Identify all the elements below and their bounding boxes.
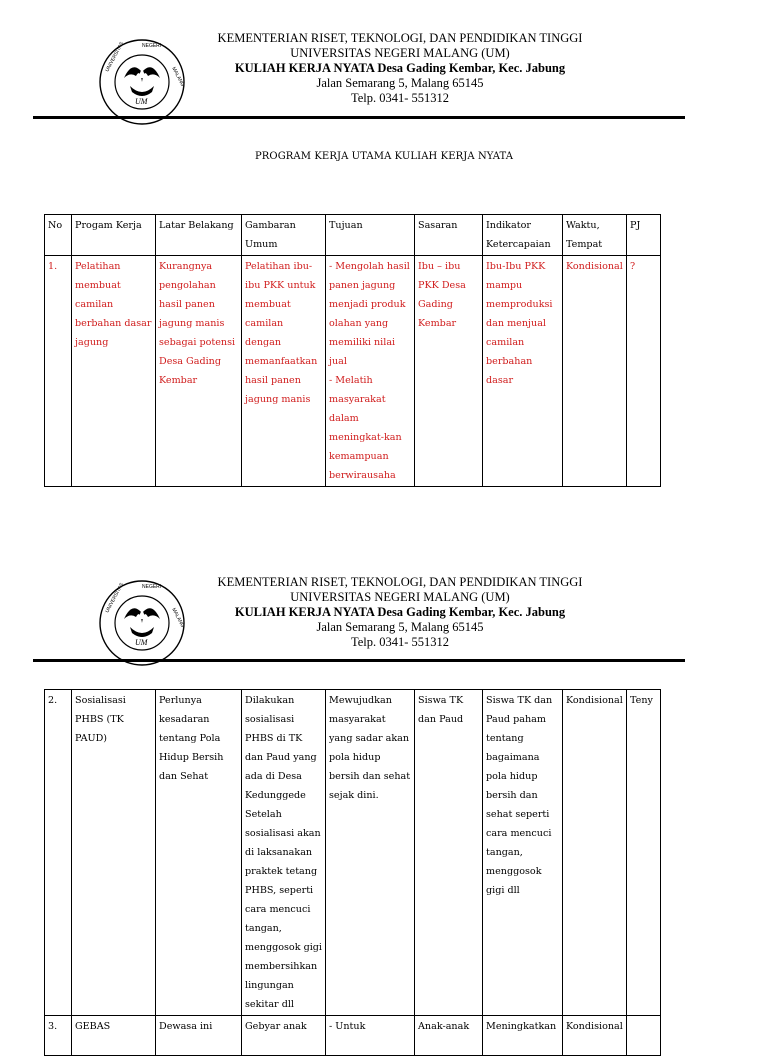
col-gambaran: Gambaran Umum	[242, 215, 326, 256]
cell-sasaran: Siswa TK dan Paud	[415, 690, 483, 1016]
cell-waktu: Kondisional	[563, 1016, 627, 1056]
letterhead-2	[0, 573, 768, 673]
address: Jalan Semarang 5, Malang 65145	[316, 76, 484, 90]
cell-pj: ?	[627, 256, 661, 487]
svg-text:UNIVERSITAS: UNIVERSITAS	[104, 41, 126, 73]
university-name: UNIVERSITAS NEGERI MALANG (UM)	[290, 590, 510, 604]
cell-tujuan: - Untuk	[326, 1016, 415, 1056]
cell-tujuan	[326, 256, 415, 487]
table-header-row	[45, 215, 661, 256]
col-waktu: Waktu, Tempat	[563, 215, 627, 256]
letterhead-1	[0, 28, 768, 128]
col-pj: PJ	[627, 215, 661, 256]
cell-program: GEBAS	[72, 1016, 156, 1056]
cell-no: 1.	[45, 256, 72, 487]
col-latar: Latar Belakang	[156, 215, 242, 256]
table-row	[45, 690, 661, 1016]
ministry-name: KEMENTERIAN RISET, TEKNOLOGI, DAN PENDIDIKAN TINGGI	[217, 31, 583, 45]
svg-text:MALANG: MALANG	[170, 607, 186, 629]
col-indikator: Indikator Ketercapaian	[483, 215, 563, 256]
cell-indikator: Ibu-Ibu PKK mampu memproduksi dan menjual camilan berbahan dasar	[483, 256, 563, 487]
phone: Telp. 0341- 551312	[350, 635, 450, 649]
col-tujuan: Tujuan	[326, 215, 415, 256]
kkn-location: KULIAH KERJA NYATA Desa Gading Kembar, Kec. Jabung	[234, 61, 566, 75]
cell-latar: Kurangnya pengolahan hasil panen jagung manis sebagai potensi Desa Gading Kembar	[156, 256, 242, 487]
cell-latar: Dewasa ini	[156, 1016, 242, 1056]
cell-waktu: Kondisional	[563, 690, 627, 1016]
tujuan-item: - Mengolah hasil panen jagung menjadi produk olahan yang memiliki nilai jual	[329, 261, 410, 367]
ministry-name: KEMENTERIAN RISET, TEKNOLOGI, DAN PENDIDIKAN TINGGI	[217, 575, 583, 589]
header-divider	[33, 116, 685, 119]
university-logo-icon	[98, 579, 186, 667]
document-title: PROGRAM KERJA UTAMA KULIAH KERJA NYATA	[254, 151, 514, 162]
program-table-page-2	[44, 689, 661, 1056]
cell-waktu: Kondisional	[563, 256, 627, 487]
cell-sasaran: Anak-anak	[415, 1016, 483, 1056]
svg-text:MALANG: MALANG	[170, 66, 186, 88]
col-no: No	[45, 215, 72, 256]
cell-gambaran: Pelatihan ibu-ibu PKK untuk membuat camilan dengan memanfaatkan hasil panen jagung manis	[242, 256, 326, 487]
kkn-location: KULIAH KERJA NYATA Desa Gading Kembar, Kec. Jabung	[234, 605, 566, 619]
cell-sasaran: Ibu – ibu PKK Desa Gading Kembar	[415, 256, 483, 487]
cell-pj: Teny	[627, 690, 661, 1016]
svg-text:NEGERI: NEGERI	[142, 584, 162, 590]
svg-text:UM: UM	[135, 97, 148, 106]
university-logo-icon	[98, 38, 186, 126]
cell-indikator: Meningkatkan	[483, 1016, 563, 1056]
cell-no: 3.	[45, 1016, 72, 1056]
table-row	[45, 256, 661, 487]
university-name: UNIVERSITAS NEGERI MALANG (UM)	[290, 46, 510, 60]
cell-no: 2.	[45, 690, 72, 1016]
col-sasaran: Sasaran	[415, 215, 483, 256]
cell-program: Pelatihan membuat camilan berbahan dasar jagung	[72, 256, 156, 487]
svg-text:UNIVERSITAS: UNIVERSITAS	[104, 582, 126, 614]
cell-pj	[627, 1016, 661, 1056]
tujuan-item: - Melatih masyarakat dalam meningkat-kan kemampuan berwirausaha	[329, 375, 402, 481]
program-table-page-1	[44, 214, 661, 487]
cell-gambaran: Gebyar anak	[242, 1016, 326, 1056]
cell-latar: Perlunya kesadaran tentang Pola Hidup Bersih dan Sehat	[156, 690, 242, 1016]
cell-indikator: Siswa TK dan Paud paham tentang bagaimana pola hidup bersih dan sehat seperti cara mencuci tangan, menggosok gigi dll	[483, 690, 563, 1016]
address: Jalan Semarang 5, Malang 65145	[316, 620, 484, 634]
col-program: Progam Kerja	[72, 215, 156, 256]
cell-program: Sosialisasi PHBS (TK PAUD)	[72, 690, 156, 1016]
header-divider	[33, 659, 685, 662]
table-row	[45, 1016, 661, 1056]
cell-tujuan: Mewujudkan masyarakat yang sadar akan pola hidup bersih dan sehat sejak dini.	[326, 690, 415, 1016]
phone: Telp. 0341- 551312	[350, 91, 450, 105]
cell-gambaran: Dilakukan sosialisasi PHBS di TK dan Paud yang ada di Desa Kedunggede Setelah sosialisasi akan di laksanakan praktek tetang PHBS, seperti cara mencuci tangan, menggosok gigi membersihkan lingungan sekitar dll	[242, 690, 326, 1016]
svg-text:NEGERI: NEGERI	[142, 43, 162, 49]
svg-text:UM: UM	[135, 638, 148, 647]
